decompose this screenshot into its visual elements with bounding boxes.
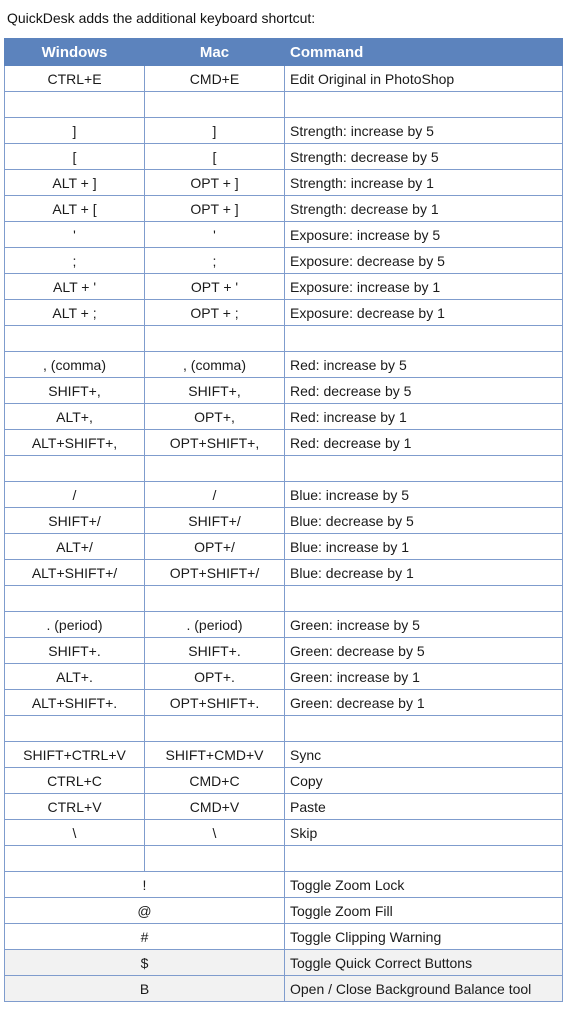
table-row <box>5 222 563 248</box>
windows-shortcut-cell: CTRL+C <box>5 768 145 794</box>
table-row <box>5 820 563 846</box>
command-cell: Red: increase by 5 <box>285 352 563 378</box>
command-cell: Toggle Quick Correct Buttons <box>285 950 563 976</box>
mac-shortcut-cell: OPT+SHIFT+, <box>145 430 285 456</box>
mac-shortcut-cell: . (period) <box>145 612 285 638</box>
mac-shortcut-cell <box>145 326 285 352</box>
command-cell: Edit Original in PhotoShop <box>285 66 563 92</box>
command-cell <box>285 456 563 482</box>
table-row <box>5 274 563 300</box>
windows-shortcut-cell: ALT+SHIFT+, <box>5 430 145 456</box>
windows-shortcut-cell: SHIFT+. <box>5 638 145 664</box>
table-row <box>5 846 563 872</box>
command-cell: Exposure: decrease by 1 <box>285 300 563 326</box>
column-header-command: Command <box>285 39 563 66</box>
table-row <box>5 66 563 92</box>
windows-shortcut-cell: , (comma) <box>5 352 145 378</box>
mac-shortcut-cell: CMD+V <box>145 794 285 820</box>
mac-shortcut-cell: OPT+, <box>145 404 285 430</box>
windows-shortcut-cell <box>5 586 145 612</box>
intro-text: QuickDesk adds the additional keyboard shortcut: <box>7 10 316 26</box>
table-row <box>5 170 563 196</box>
mac-shortcut-cell: / <box>145 482 285 508</box>
command-cell: Red: decrease by 5 <box>285 378 563 404</box>
windows-shortcut-cell <box>5 326 145 352</box>
command-cell: Red: increase by 1 <box>285 404 563 430</box>
table-row <box>5 352 563 378</box>
table-row <box>5 456 563 482</box>
command-cell: Green: decrease by 1 <box>285 690 563 716</box>
mac-shortcut-cell: CMD+C <box>145 768 285 794</box>
command-cell: Strength: increase by 1 <box>285 170 563 196</box>
windows-shortcut-cell: . (period) <box>5 612 145 638</box>
windows-shortcut-cell: ALT+. <box>5 664 145 690</box>
command-cell: Toggle Zoom Fill <box>285 898 563 924</box>
mac-shortcut-cell: [ <box>145 144 285 170</box>
windows-shortcut-cell <box>5 716 145 742</box>
command-cell: Exposure: decrease by 5 <box>285 248 563 274</box>
table-row <box>5 92 563 118</box>
mac-shortcut-cell <box>145 456 285 482</box>
windows-shortcut-cell: ALT + ' <box>5 274 145 300</box>
command-cell: Red: decrease by 1 <box>285 430 563 456</box>
command-cell: Strength: decrease by 1 <box>285 196 563 222</box>
table-row <box>5 300 563 326</box>
command-cell: Blue: decrease by 1 <box>285 560 563 586</box>
shared-shortcut-cell: @ <box>5 898 285 924</box>
mac-shortcut-cell: \ <box>145 820 285 846</box>
table-row <box>5 690 563 716</box>
command-cell: Strength: decrease by 5 <box>285 144 563 170</box>
table-body <box>5 66 563 1002</box>
windows-shortcut-cell: ALT + [ <box>5 196 145 222</box>
mac-shortcut-cell: OPT + ' <box>145 274 285 300</box>
command-cell: Exposure: increase by 5 <box>285 222 563 248</box>
table-row <box>5 508 563 534</box>
shared-shortcut-cell: ! <box>5 872 285 898</box>
mac-shortcut-cell: CMD+E <box>145 66 285 92</box>
mac-shortcut-cell: OPT+/ <box>145 534 285 560</box>
windows-shortcut-cell <box>5 92 145 118</box>
table-row <box>5 638 563 664</box>
mac-shortcut-cell <box>145 92 285 118</box>
table-row <box>5 612 563 638</box>
windows-shortcut-cell: CTRL+V <box>5 794 145 820</box>
table-row <box>5 430 563 456</box>
mac-shortcut-cell <box>145 586 285 612</box>
shared-shortcut-cell: B <box>5 976 285 1002</box>
mac-shortcut-cell: OPT+. <box>145 664 285 690</box>
table-row <box>5 560 563 586</box>
mac-shortcut-cell: SHIFT+/ <box>145 508 285 534</box>
mac-shortcut-cell: ' <box>145 222 285 248</box>
table-row <box>5 950 563 976</box>
table-row <box>5 664 563 690</box>
table-row <box>5 742 563 768</box>
shared-shortcut-cell: $ <box>5 950 285 976</box>
windows-shortcut-cell <box>5 846 145 872</box>
windows-shortcut-cell: ALT+/ <box>5 534 145 560</box>
command-cell <box>285 716 563 742</box>
windows-shortcut-cell: ] <box>5 118 145 144</box>
windows-shortcut-cell: [ <box>5 144 145 170</box>
table-row <box>5 898 563 924</box>
command-cell: Strength: increase by 5 <box>285 118 563 144</box>
windows-shortcut-cell: CTRL+E <box>5 66 145 92</box>
table-row <box>5 378 563 404</box>
windows-shortcut-cell: ALT+, <box>5 404 145 430</box>
column-header-windows: Windows <box>5 39 145 66</box>
table-row <box>5 534 563 560</box>
table-row <box>5 196 563 222</box>
windows-shortcut-cell <box>5 456 145 482</box>
command-cell: Green: decrease by 5 <box>285 638 563 664</box>
command-cell: Open / Close Background Balance tool <box>285 976 563 1002</box>
mac-shortcut-cell: SHIFT+, <box>145 378 285 404</box>
mac-shortcut-cell: , (comma) <box>145 352 285 378</box>
command-cell: Toggle Zoom Lock <box>285 872 563 898</box>
mac-shortcut-cell: ; <box>145 248 285 274</box>
table-row <box>5 872 563 898</box>
command-cell: Copy <box>285 768 563 794</box>
table-row <box>5 482 563 508</box>
windows-shortcut-cell: ; <box>5 248 145 274</box>
table-row <box>5 976 563 1002</box>
table-row <box>5 248 563 274</box>
mac-shortcut-cell: OPT + ] <box>145 196 285 222</box>
table-header <box>5 39 563 66</box>
shortcuts-table <box>4 38 563 1002</box>
table-row <box>5 144 563 170</box>
column-header-mac: Mac <box>145 39 285 66</box>
command-cell: Blue: increase by 1 <box>285 534 563 560</box>
mac-shortcut-cell: OPT + ; <box>145 300 285 326</box>
mac-shortcut-cell: OPT + ] <box>145 170 285 196</box>
windows-shortcut-cell: \ <box>5 820 145 846</box>
windows-shortcut-cell: ALT + ] <box>5 170 145 196</box>
shared-shortcut-cell: # <box>5 924 285 950</box>
command-cell <box>285 586 563 612</box>
command-cell <box>285 326 563 352</box>
header-row <box>5 39 563 66</box>
table-row <box>5 586 563 612</box>
table-row <box>5 768 563 794</box>
table-row <box>5 716 563 742</box>
command-cell: Blue: increase by 5 <box>285 482 563 508</box>
table-row <box>5 794 563 820</box>
command-cell <box>285 92 563 118</box>
windows-shortcut-cell: SHIFT+/ <box>5 508 145 534</box>
command-cell: Green: increase by 1 <box>285 664 563 690</box>
mac-shortcut-cell: SHIFT+. <box>145 638 285 664</box>
command-cell: Skip <box>285 820 563 846</box>
windows-shortcut-cell: ' <box>5 222 145 248</box>
mac-shortcut-cell: ] <box>145 118 285 144</box>
windows-shortcut-cell: ALT+SHIFT+. <box>5 690 145 716</box>
windows-shortcut-cell: / <box>5 482 145 508</box>
table-row <box>5 924 563 950</box>
command-cell: Sync <box>285 742 563 768</box>
mac-shortcut-cell <box>145 846 285 872</box>
table-row <box>5 404 563 430</box>
table-row <box>5 326 563 352</box>
command-cell: Toggle Clipping Warning <box>285 924 563 950</box>
command-cell: Blue: decrease by 5 <box>285 508 563 534</box>
mac-shortcut-cell: SHIFT+CMD+V <box>145 742 285 768</box>
windows-shortcut-cell: SHIFT+CTRL+V <box>5 742 145 768</box>
mac-shortcut-cell <box>145 716 285 742</box>
command-cell: Green: increase by 5 <box>285 612 563 638</box>
windows-shortcut-cell: SHIFT+, <box>5 378 145 404</box>
command-cell: Paste <box>285 794 563 820</box>
mac-shortcut-cell: OPT+SHIFT+/ <box>145 560 285 586</box>
windows-shortcut-cell: ALT + ; <box>5 300 145 326</box>
mac-shortcut-cell: OPT+SHIFT+. <box>145 690 285 716</box>
table-row <box>5 118 563 144</box>
command-cell <box>285 846 563 872</box>
command-cell: Exposure: increase by 1 <box>285 274 563 300</box>
windows-shortcut-cell: ALT+SHIFT+/ <box>5 560 145 586</box>
